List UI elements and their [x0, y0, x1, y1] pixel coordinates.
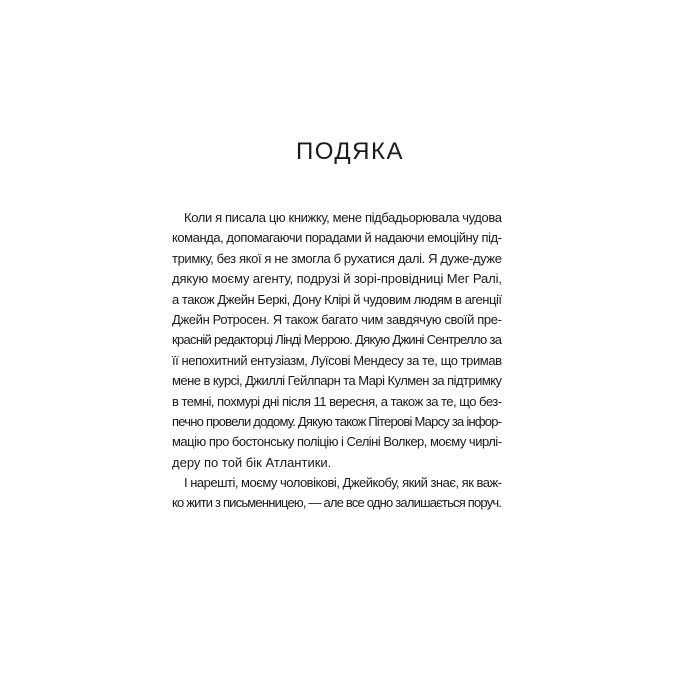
text-line: деру по той бік Атлантики. — [172, 454, 332, 470]
text-line: в темні, похмурі дні після 11 вересня, а також за те, що без- — [172, 393, 502, 409]
text-line: команда, допомагаючи порадами й надаючи емоційну під- — [172, 230, 502, 246]
text-line: мацію про бостонську поліцію і Селіні Волкер, моєму чирлі- — [172, 434, 502, 450]
text-line: І нарешті, моєму чоловікові, Джейкобу, який знає, як важ- — [184, 475, 502, 491]
text-line: її непохитний ентузіазм, Луїсові Мендесу за те, що тримав — [172, 352, 502, 368]
text-line: печно провели додому. Дякую також Пітерові Марсу за інфор- — [172, 413, 502, 429]
text-line: тримку, без якої я не змогла б рухатися далі. Я дуже-дуже — [172, 250, 502, 266]
text-line: дякую моєму агенту, подрузі й зорі-провідниці Мег Ралі, — [172, 271, 502, 287]
paragraph-2 — [172, 473, 502, 514]
text-line: мене в курсі, Джиллі Гейлпарн та Марі Кулмен за підтримку — [172, 373, 502, 389]
page-title: ПОДЯКА — [296, 138, 404, 165]
text-line: ко жити з письменницею, — але все одно залишається поруч. — [172, 495, 502, 511]
text-line: красній редакторці Лінді Меррою. Дякую Джині Сентрелло за — [172, 332, 502, 348]
text-line: а також Джейн Беркі, Дону Клірі й чудовим людям в агенції — [172, 291, 502, 307]
text-line: Джейн Ротросен. Я також багато чим завдячую своїй пре- — [172, 311, 502, 327]
text-line: Коли я писала цю книжку, мене підбадьорювала чудова — [184, 210, 502, 225]
paragraph-1 — [172, 208, 502, 473]
acknowledgements-text — [172, 208, 502, 514]
